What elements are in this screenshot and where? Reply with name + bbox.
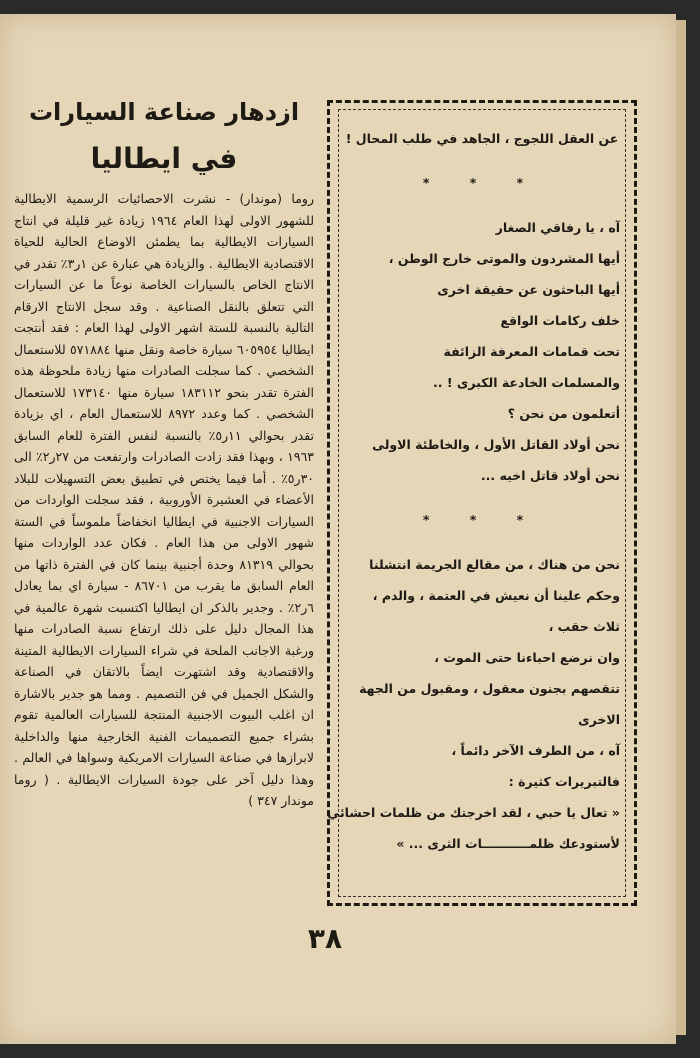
poem-line: الاخرى [578,712,620,727]
poem-line: تحت قمامات المعرفة الزائفة [443,344,620,359]
page-edge [676,20,686,1035]
poem-line: آه ، من الطرف الآخر دائماً ، [451,743,620,758]
stars-separator: * * * [422,512,542,527]
article-body: روما (موندار) - نشرت الاحصائيات الرسمية الايطالية للشهور الاولى لهذا العام ١٩٦٤ زيادة غير قليلة في انتاج السيارات الايطالية بما يطمئن الاوضاع الحالية للحياة الاقتصادية الايطالية . والزيادة هي عبارة عن ١ر٣٪ تقدر في الانتاج الخاص بالسيارات الخاصة نوعاً ما عن السيارات التي تتعلق بالنقل الصناعية . وقد سجل الانتاج الارقام التالية بالنسبة للستة اشهر الاولى لهذا العام : فقد أنتجت ايطاليا ٦٠٥٩٥٤ سيارة خاصة ونقل منها ٥٧١٨٨٤ للاستعمال الشخصي . كما سجلت الصادرات منها زيادة ملحوظة هذه الفترة تقدر بنحو ١٨٣١١٢ سيارة منها ١٧٣١٤٠ للاستعمال الشخصي . كما وعدد ٨٩٧٢ للاستعمال العام ، اي بزيادة تقدر بحوالي ١١ر٥٪ بالنسبة لنفس الفترة للعام السابق ١٩٦٣ ، وبهذا فقد زادت الصادرات وارتفعت من ٢٧ر٢٪ الى ٣٠ر٥٪ . أما فيما يختص في تطبيق بعض التسهيلات للبلاد الأعضاء في العشيرة الأوروبية ، فقد سجلت الواردات من السيارات الاجنبية في ايطاليا انخفاضاً ملموساً في الستة شهور الاولى من هذا العام . فكان عدد الواردات منها بحوالي ٨١٣١٩ وحدة أجنبية بينما كان في الفترة ذاتها من العام السابق ما يقرب من ٨٦٧٠١ - سيارة اي بما يعادل ٦ر٢٪ . وجدير بالذكر ان ايطاليا اكتسبت شهرة عالمية في هذا المجال دليل على ذلك ارتفاع نسبة الصادرات منها ورغبة الاجانب الملحة في شراء السيارات الايطالية المتينة والاقتصادية وقد اشتهرت ايضاً بالاتقان في الصناعة والشكل الجميل في فن التصميم . ومما هو جدير بالاشارة ان اغلب البيوت الاجنبية المنتجة للسيارات العالمية تقوم بشراء جميع التصميمات الفنية الخارجية منها والداخلية لابرازها في صناعة السيارات الامريكية وسواها في العالم . وهذا دليل آخر على جودة السيارات الايطالية . ( روما موندار ٣٤٧ ) [14,191,315,808]
poem-opening: عن العقل اللجوج ، الجاهد في طلب المحال ! [345,131,619,146]
poem-line: لأستودعك ظلمـــــــــــات الثرى ... » [396,836,620,851]
poem-line: نحن من هناك ، من مقالع الجريمة انتشلنا [369,557,620,572]
article-title-line2: في ايطاليا [90,142,238,175]
poem-line: آه ، يا رفاقي الصغار [495,220,620,235]
poem-line: ثلاث حقب ، [548,619,620,634]
article-title-line1: ازدهار صناعة السيارات [28,98,300,126]
poem-line: خلف ركامات الواقع [500,313,620,328]
poem-line: والمسلمات الخادعة الكبرى ! .. [433,375,620,390]
poem-line: « تعال يا حبي ، لقد اخرجتك من ظلمات احشائي [327,805,620,820]
poem-line: وحكم علينا أن نعيش في العتمة ، والدم ، [372,588,620,603]
poem-line: تتقصهم بجنون معقول ، ومقبول من الجهة [359,681,620,696]
poem-line: نحن أولاد القاتل الأول ، والخاطئة الاولى [372,437,620,452]
poem-line: فالتبريرات كثيرة : [508,774,620,789]
poem-line: أيها الباحثون عن حقيقة اخرى [437,282,620,297]
poem [327,123,620,859]
poem-line: أتعلمون من نحن ؟ [507,406,620,421]
poem-box [327,100,637,906]
poem-line: نحن أولاد قاتل اخيه ... [480,468,620,483]
stars-separator: * * * [422,175,542,190]
poem-line: أيها المشردون والموتى خارج الوطن ، [388,251,620,266]
poem-line: وان نرضع احباءنا حتى الموت ، [434,650,620,665]
page-number: ٣٨ [307,922,343,955]
article-column [14,90,314,920]
